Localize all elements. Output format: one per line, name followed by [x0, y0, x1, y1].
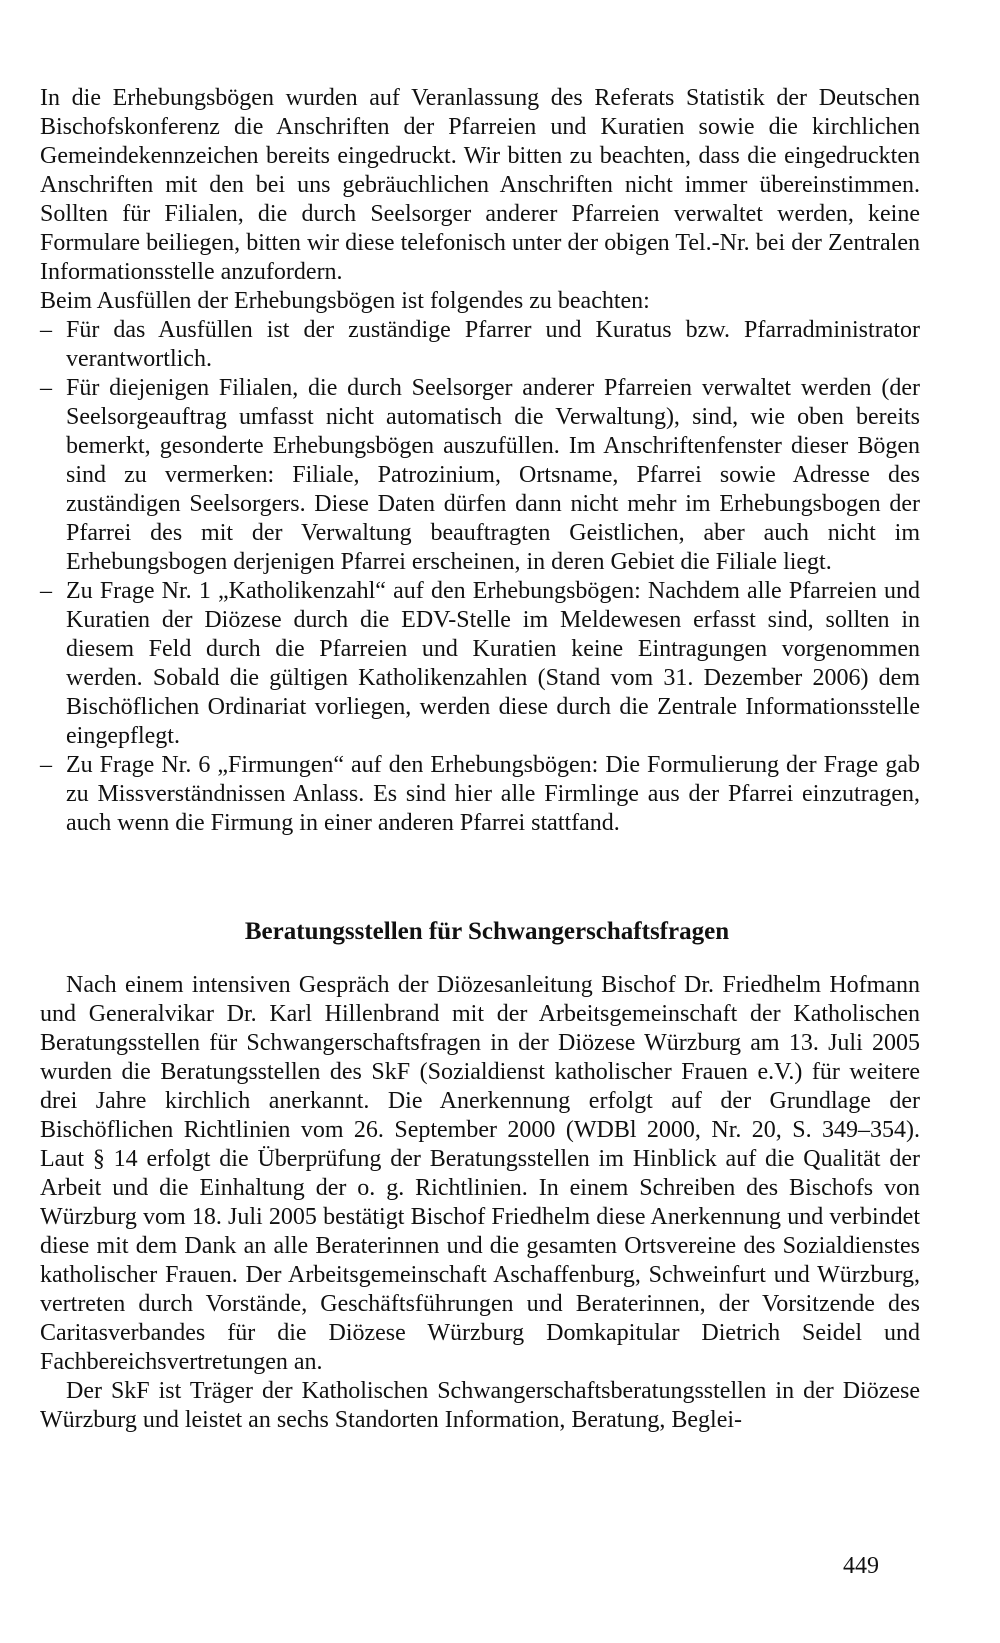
list-item-text: Für das Ausfüllen ist der zuständige Pfarrer und Kuratus bzw. Pfarradministrator verantwortlich. — [66, 317, 920, 372]
list-item — [40, 577, 920, 751]
section-paragraph: Nach einem intensiven Gespräch der Diözesanleitung Bischof Dr. Friedhelm Hofmann und Generalvikar Dr. Karl Hillenbrand mit der Arbeitsgemeinschaft der Katholischen Beratungsstellen für Schwangerschaftsfragen in der Diözese Würzburg am 13. Juli 2005 wurden die Beratungsstellen des SkF (Sozialdienst katholischer Frauen e.V.) für weitere drei Jahre kirchlich anerkannt. Die Anerkennung erfolgt auf der Grundlage der Bischöflichen Richtlinien vom 26. September 2000 (WDBl 2000, Nr. 20, S. 349–354). Laut § 14 erfolgt die Überprüfung der Beratungsstellen im Hinblick auf die Qualität der Arbeit und die Einhaltung der o. g. Richtlinien. In einem Schreiben des Bischofs von Würzburg vom 18. Juli 2005 bestätigt Bischof Friedhelm diese Anerkennung und verbindet diese mit dem Dank an alle Beraterinnen und die gesamten Ortsvereine des Sozialdienstes katholischer Frauen. Der Arbeitsgemeinschaft Aschaffenburg, Schweinfurt und Würzburg, vertreten durch Vorstände, Geschäftsführungen und Beraterinnen, der Vorsitzende des Caritasverbandes für die Diözese Würzburg Domkapitular Dietrich Seidel und Fachbereichsvertretungen an. — [40, 972, 920, 1375]
dash-bullet: – — [40, 578, 52, 604]
section-heading: Beratungsstellen für Schwangerschaftsfragen — [244, 918, 730, 945]
page-number: 449 — [843, 1553, 879, 1579]
page-body — [40, 84, 920, 1435]
dash-bullet: – — [40, 317, 52, 343]
list-item — [40, 374, 920, 577]
dash-bullet: – — [40, 375, 52, 401]
instruction-list — [40, 316, 920, 838]
dash-bullet: – — [40, 752, 52, 778]
list-item-text: Für diejenigen Filialen, die durch Seelsorger anderer Pfarreien verwaltet werden (der Seelsorgeauftrag umfasst nicht automatisch die Verwaltung), sind, wie oben bereits bemerkt, gesonderte Erhebungsbögen auszufüllen. Im Anschriftenfenster dieser Bögen sind zu vermerken: Filiale, Patrozinium, Ortsname, Pfarrei sowie Adresse des zuständigen Seelsorgers. Diese Daten dürfen dann nicht mehr im Erhebungsbogen der Pfarrei des mit der Verwaltung beauftragten Geistlichen, aber auch nicht im Erhebungsbogen derjenigen Pfarrei erscheinen, in deren Gebiet die Filiale liegt. — [66, 375, 920, 575]
list-item — [40, 316, 920, 374]
list-item-text: Zu Frage Nr. 6 „Firmungen“ auf den Erhebungsbögen: Die Formulierung der Frage gab zu Missverständnissen Anlass. Es sind hier alle Firmlinge aus der Pfarrei einzutragen, auch wenn die Firmung in einer anderen Pfarrei stattfand. — [66, 752, 920, 836]
list-item — [40, 751, 920, 838]
section-paragraph: Der SkF ist Träger der Katholischen Schwangerschaftsberatungsstellen in der Diözese Würzburg und leistet an sechs Standorten Information, Beratung, Beglei- — [40, 1378, 920, 1433]
list-intro: Beim Ausfüllen der Erhebungsbögen ist folgendes zu beachten: — [40, 288, 650, 314]
list-item-text: Zu Frage Nr. 1 „Katholikenzahl“ auf den Erhebungsbögen: Nachdem alle Pfarreien und Kuratien der Diözese durch die EDV-Stelle im Meldewesen erfasst sind, sollten in diesem Feld durch die Pfarreien und Kuratien keine Eintragungen vorgenommen werden. Sobald die gültigen Katholikenzahlen (Stand vom 31. Dezember 2006) dem Bischöflichen Ordinariat vorliegen, werden diese durch die Zentrale Informationsstelle eingepflegt. — [66, 578, 920, 749]
intro-paragraph: In die Erhebungsbögen wurden auf Veranlassung des Referats Statistik der Deutschen Bischofskonferenz die Anschriften der Pfarreien und Kuratien sowie die kirchlichen Gemeindekennzeichen bereits eingedruckt. Wir bitten zu beachten, dass die eingedruckten Anschriften mit den bei uns gebräuchlichen Anschriften nicht immer übereinstimmen. Sollten für Filialen, die durch Seelsorger anderer Pfarreien verwaltet werden, keine Formulare beiliegen, bitten wir diese telefonisch unter der obigen Tel.-Nr. bei der Zentralen Informationsstelle anzufordern. — [40, 85, 920, 285]
